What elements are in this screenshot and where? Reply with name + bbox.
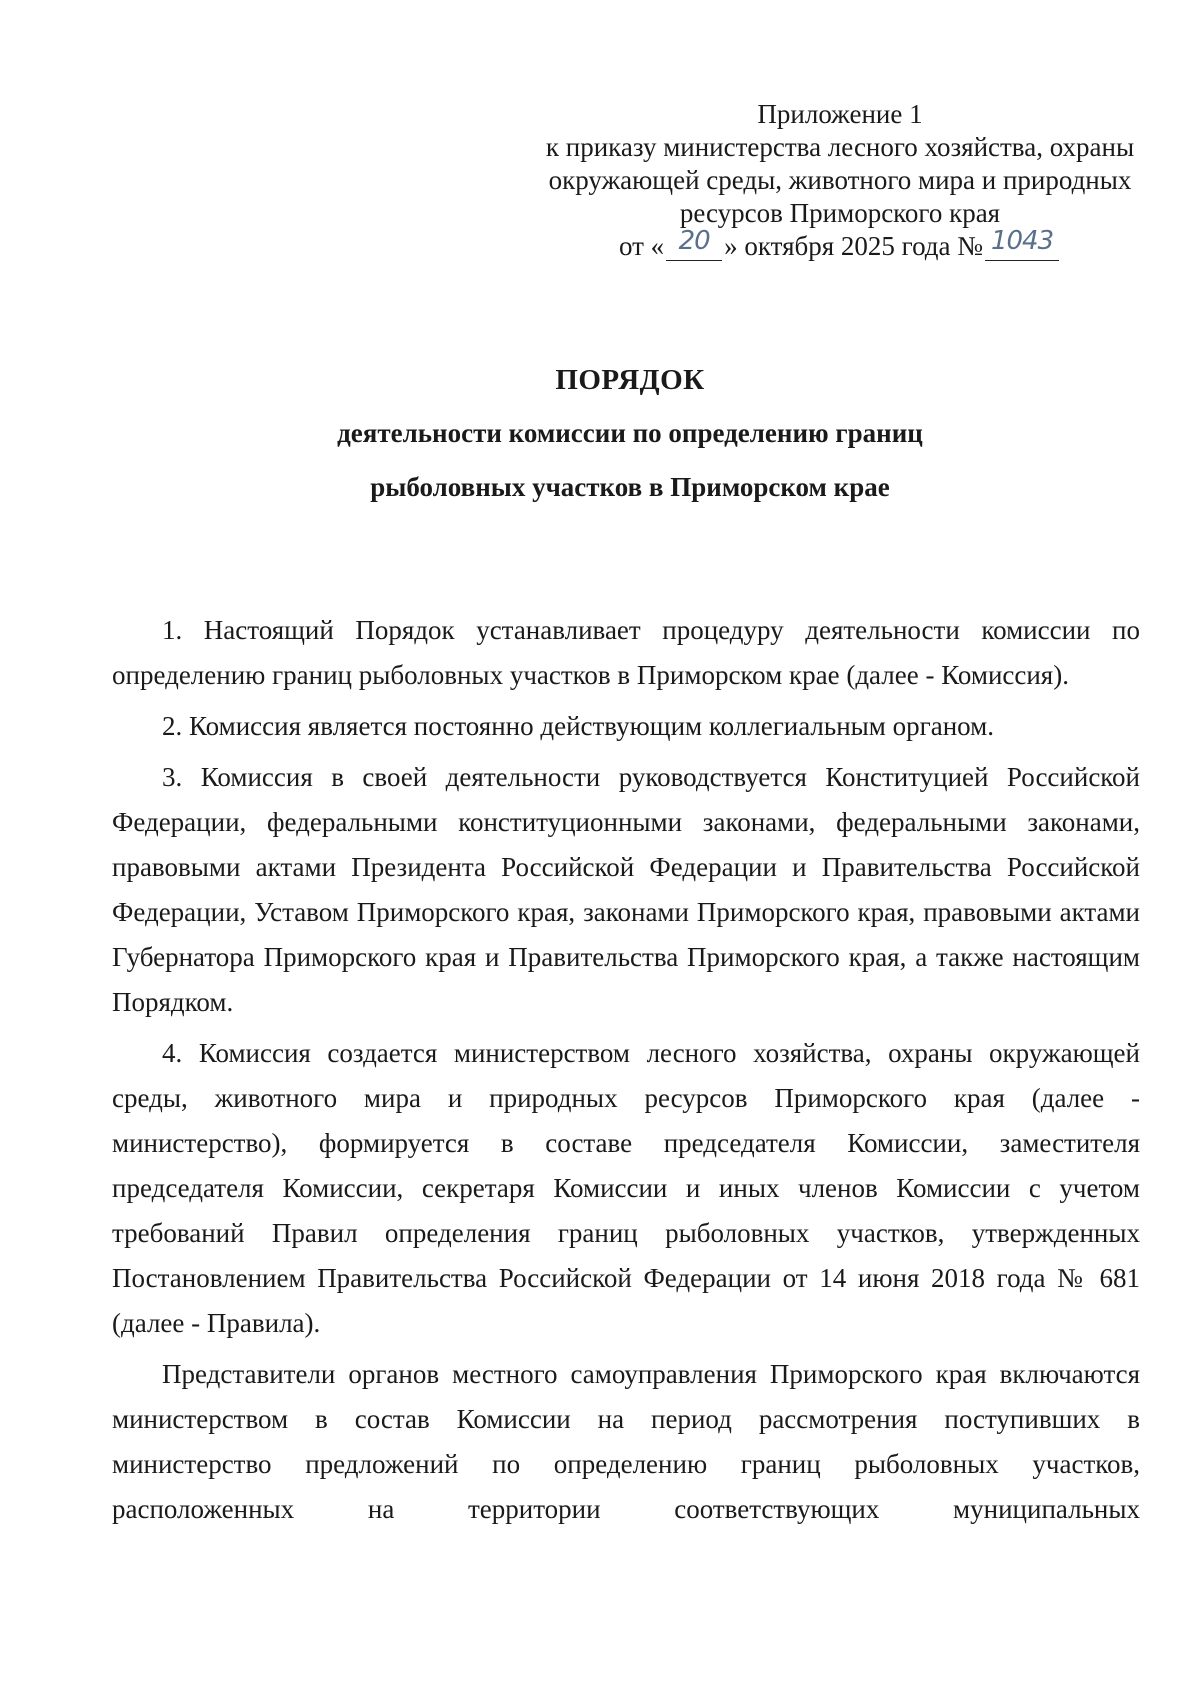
handwritten-number	[983, 226, 1061, 264]
paragraph-1: 1. Настоящий Порядок устанавливает процедуру деятельности комиссии по определению границ рыболовных участков в Приморском крае (далее - Комиссия).	[112, 615, 1140, 690]
day-underline	[666, 260, 722, 261]
date-day-value: 20	[678, 226, 710, 256]
appendix-number: Приложение 1	[757, 99, 923, 129]
paragraph-4: 4. Комиссия создается министерством лесного хозяйства, охраны окружающей среды, животного мира и природных ресурсов Приморского края (далее - министерство), формируется в составе председателя Комиссии, заместителя председателя Комиссии, секретаря Комиссии и иных членов Комиссии с учетом требований Правил определения границ рыболовных участков, утвержденных Постановлением Правительства Российской Федерации от 14 июня 2018 года № 681 (далее - Правила).	[112, 1038, 1140, 1338]
date-middle: » октября 2025 года №	[724, 231, 984, 261]
document-subtitle-line2: рыболовных участков в Приморском крае	[370, 472, 890, 502]
appendix-ministry-line: окружающей среды, животного мира и природных	[548, 165, 1132, 195]
paragraph-3: 3. Комиссия в своей деятельности руководствуется Конституцией Российской Федерации, федеральными конституционными законами, федеральными законами, правовыми актами Президента Российской Федерации и Правительства Российской Федерации, Уставом Приморского края, законами Приморского края, правовыми актами Губернатора Приморского края и Правительства Приморского края, а также настоящим Порядком.	[112, 762, 1140, 1017]
appendix-header	[540, 98, 1140, 264]
appendix-date-line	[540, 226, 1140, 264]
handwritten-day	[664, 226, 724, 264]
document-subtitle-line1: деятельности комиссии по определению границ	[337, 418, 923, 448]
appendix-region-line: ресурсов Приморского края	[679, 198, 1001, 228]
document-body	[112, 608, 1140, 1532]
appendix-order-line: к приказу министерства лесного хозяйства, охраны	[545, 132, 1135, 162]
paragraph-5: Представители органов местного самоуправления Приморского края включаются министерством в состав Комиссии на период рассмотрения поступивших в министерство предложений по определению границ рыболовных участков, расположенных на территории соответствующих муниципальных	[112, 1359, 1140, 1524]
date-prefix: от «	[618, 231, 665, 261]
number-underline	[985, 260, 1059, 261]
paragraph-2: 2. Комиссия является постоянно действующим коллегиальным органом.	[162, 711, 994, 741]
doc-number-value: 1043	[990, 226, 1054, 256]
document-title: ПОРЯДОК	[555, 364, 705, 396]
